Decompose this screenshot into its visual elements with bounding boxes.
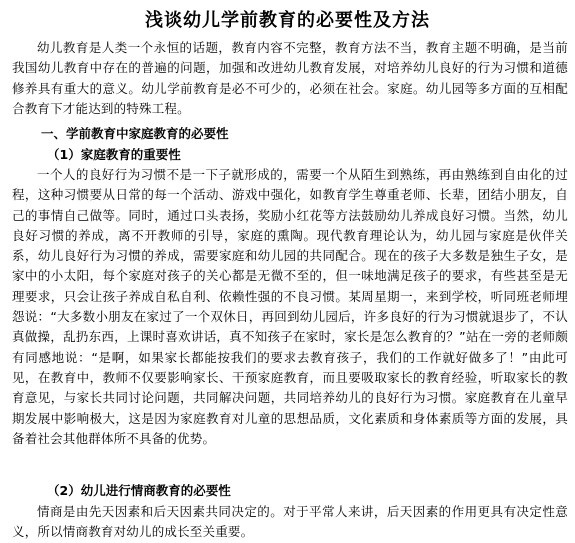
intro-paragraph: 幼儿教育是人类一个永恒的话题，教育内容不完整，教育方法不当，教育主题不明确，是当前我国幼儿教育中存在的普遍的问题，加强和改进幼儿教育发展，对培养幼儿良好的行为习惯和道德修养具有重大的意义。幼儿学前教育是必不可少的，必须在社会。家庭。幼儿园等多方面的互相配合教育下才能达到的特殊工程。 (12, 40, 568, 116)
subsection-1-heading: （1）家庭教育的重要性 (47, 147, 181, 162)
section-1-heading: 一、学前教育中家庭教育的必要性 (41, 126, 229, 141)
document-title: 浅谈幼儿学前教育的必要性及方法 (145, 10, 430, 31)
subsection-2-heading: （2）幼儿进行情商教育的必要性 (47, 483, 231, 498)
subsection-1-paragraph: 一个人的良好行为习惯不是一下子就形成的，需要一个从陌生到熟练，再由熟练到自由化的过程，这种习惯要从日常的每一个活动、游戏中强化，如教育学生尊重老师、长辈，团结小朋友，自己的事情自己做等。同时，通过口头表扬，奖励小红花等方法鼓励幼儿养成良好习惯。当然，幼儿良好习惯的养成，离不开教师的引导，家庭的熏陶。现代教育理论认为，幼儿园与家庭是伙伴关系，幼儿良好行为习惯的养成，需要家庭和幼儿园的共同配合。现在的孩子大多数是独生子女，是家中的小太阳，每个家庭对孩子的关心都是无微不至的，但一味地满足孩子的要求，有些甚至是无理要求，只会让孩子养成自私自利、依赖性强的不良习惯。某周星期一，来到学校，听同班老师埋怨说：“大多数小朋友在家过了一个双休日，再回到幼儿园后，许多良好的行为习惯就退步了，不认真做操，乱扔东西，上课时喜欢讲话，真不知孩子在家时，家长是怎么教育的？”站在一旁的老师颇有同感地说：“是啊，如果家长都能按我们的要求去教育孩子，我们的工作就好做多了！”由此可见，在教育中，教师不仅要影响家长、干预家庭教育，而且要吸取家长的教育经验，听取家长的教育意见，与家长共同讨论问题，共同解决问题，共同培养幼儿的良好行为习惯。家庭教育在儿童早期发展中影响极大，这是因为家庭教育对儿童的思想品质，文化素质和身体素质等方面的发展，具备着社会其他群体所不具备的优势。 (12, 167, 568, 446)
subsection-2-paragraph: 情商是由先天因素和后天因素共同决定的。对于平常人来讲，后天因素的作用更具有决定性意义，所以情商教育对幼儿的成长至关重要。 (12, 504, 568, 540)
